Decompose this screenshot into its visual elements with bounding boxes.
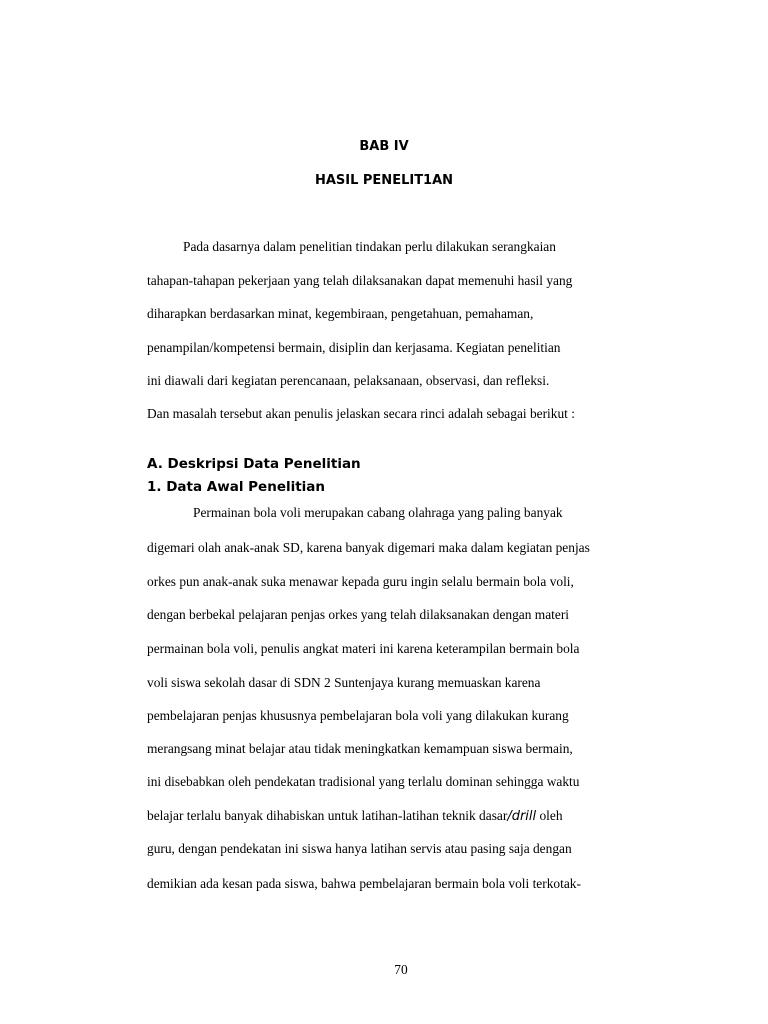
paragraph-line: dengan berbekal pelajaran penjas orkes yang telah dilaksanakan dengan materi <box>147 607 569 622</box>
paragraph-line: digemari olah anak-anak SD, karena banyak digemari maka dalam kegiatan penjas <box>147 540 590 555</box>
paragraph-line: permainan bola voli, penulis angkat materi ini karena keterampilan bermain bola <box>147 641 580 656</box>
italic-term: /drill <box>507 809 537 824</box>
subsection-heading: 1. Data Awal Penelitian <box>147 479 326 495</box>
paragraph-line: merangsang minat belajar atau tidak meningkatkan kemampuan siswa bermain, <box>147 741 573 756</box>
paragraph-line: voli siswa sekolah dasar di SDN 2 Suntenjaya kurang memuaskan karena <box>147 675 541 690</box>
paragraph-line: tahapan-tahapan pekerjaan yang telah dilaksanakan dapat memenuhi hasil yang <box>147 273 573 288</box>
paragraph-line: diharapkan berdasarkan minat, kegembiraan, pengetahuan, pemahaman, <box>147 306 534 321</box>
paragraph-line: orkes pun anak-anak suka menawar kepada guru ingin selalu bermain bola voli, <box>147 574 574 589</box>
paragraph-line: penampilan/kompetensi bermain, disiplin dan kerjasama. Kegiatan penelitian <box>147 340 561 355</box>
paragraph-line: Dan masalah tersebut akan penulis jelaskan secara rinci adalah sebagai berikut : <box>147 406 575 421</box>
line-text: belajar terlalu banyak dihabiskan untuk latihan-latihan teknik dasar <box>147 808 508 823</box>
paragraph-line: ini diawali dari kegiatan perencanaan, pelaksanaan, observasi, dan refleksi. <box>147 373 550 388</box>
line-text: oleh <box>536 808 563 823</box>
paragraph-line: Pada dasarnya dalam penelitian tindakan perlu dilakukan serangkaian <box>183 239 556 254</box>
paragraph-line: guru, dengan pendekatan ini siswa hanya latihan servis atau pasing saja dengan <box>147 841 572 856</box>
section-heading: A. Deskripsi Data Penelitian <box>147 456 361 472</box>
chapter-title: HASIL PENELIT1AN <box>314 173 454 188</box>
paragraph-line: demikian ada kesan pada siswa, bahwa pembelajaran bermain bola voli terkotak- <box>147 876 581 891</box>
paragraph-line: pembelajaran penjas khususnya pembelajaran bola voli yang dilakukan kurang <box>147 708 569 723</box>
paragraph-line: Permainan bola voli merupakan cabang olahraga yang paling banyak <box>193 505 563 520</box>
paragraph-line <box>147 808 563 825</box>
chapter-label: BAB IV <box>359 139 409 154</box>
page-number: 70 <box>394 962 408 977</box>
paragraph-line: ini disebabkan oleh pendekatan tradisional yang terlalu dominan sehingga waktu <box>147 774 580 789</box>
